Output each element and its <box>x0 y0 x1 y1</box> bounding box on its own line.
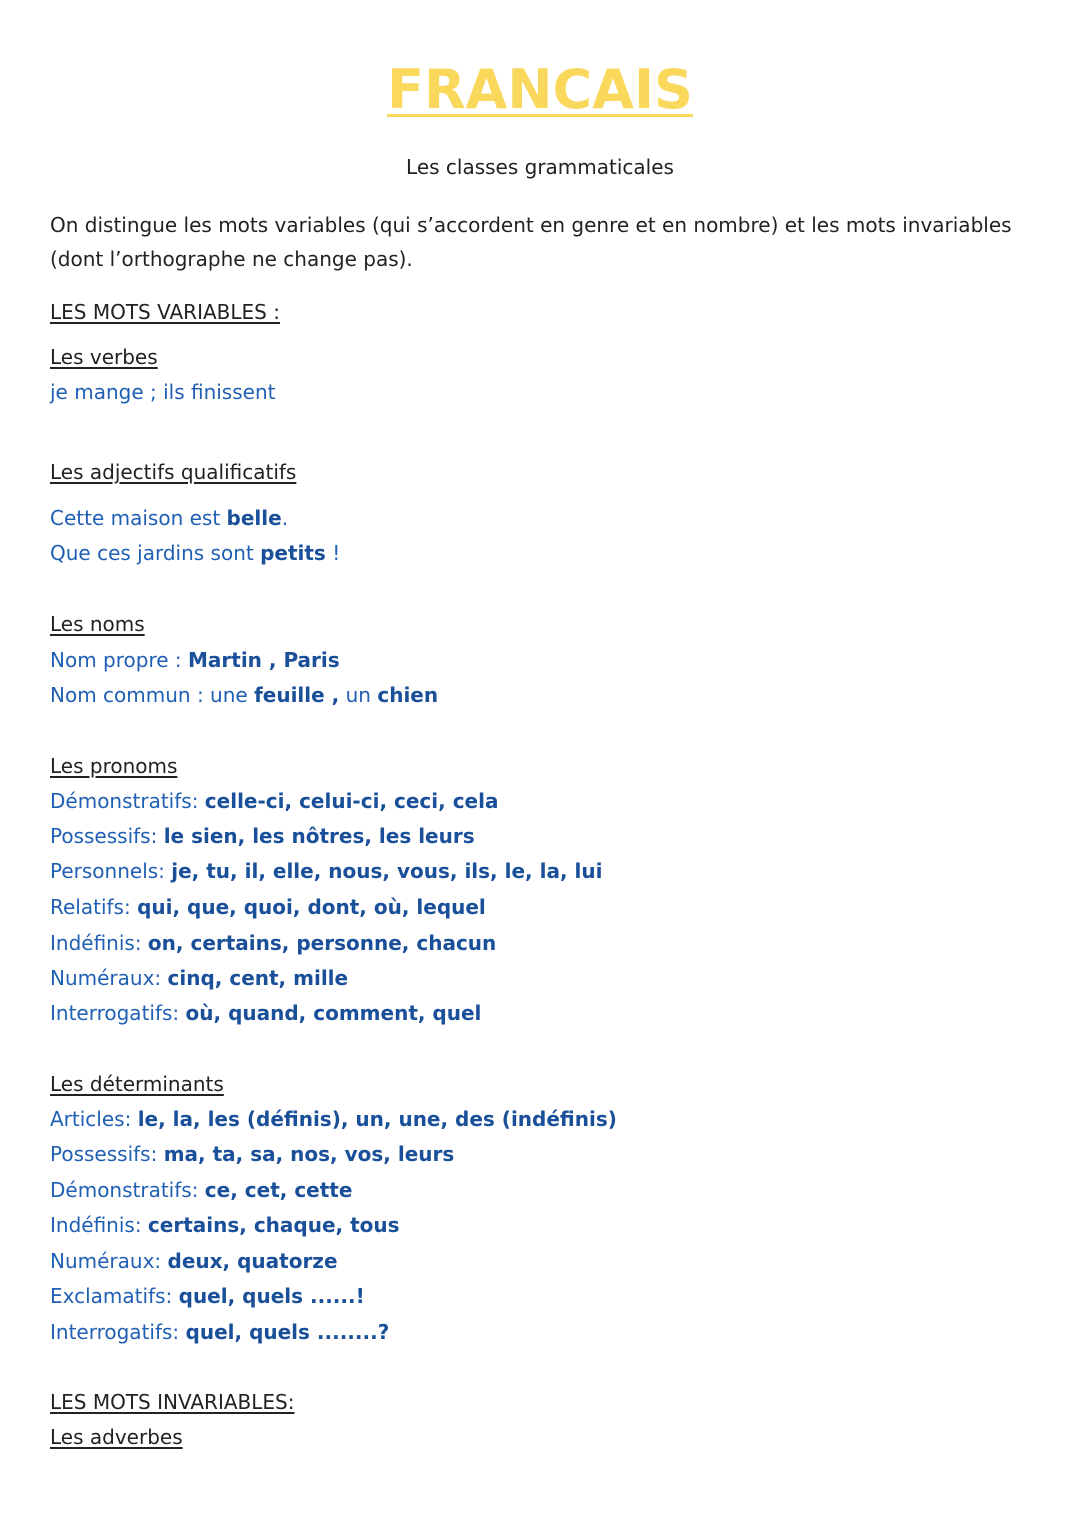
pronom-item: Interrogatifs: où, quand, comment, quel <box>50 1001 482 1025</box>
heading-verbes: Les verbes <box>50 345 158 369</box>
heading-noms: Les noms <box>50 612 145 636</box>
pronom-item: Démonstratifs: celle-ci, celui-ci, ceci, cela <box>50 789 499 813</box>
pronom-item: Indéfinis: on, certains, personne, chacun <box>50 931 497 955</box>
page-title: FRANCAIS <box>387 58 693 121</box>
pronom-item: Relatifs: qui, que, quoi, dont, où, lequel <box>50 895 486 919</box>
pronom-item: Numéraux: cinq, cent, mille <box>50 966 349 990</box>
intro-paragraph: On distingue les mots variables (qui s’accordent en genre et en nombre) et les mots invariables (dont l’orthographe ne change pas). <box>50 213 1012 271</box>
determinant-item: Exclamatifs: quel, quels ......! <box>50 1284 365 1308</box>
section-heading-invariables: LES MOTS INVARIABLES: <box>50 1390 295 1414</box>
pronom-item: Possessifs: le sien, les nôtres, les leurs <box>50 824 475 848</box>
determinant-item: Démonstratifs: ce, cet, cette <box>50 1178 353 1202</box>
section-heading-variables: LES MOTS VARIABLES : <box>50 300 280 324</box>
heading-adverbes: Les adverbes <box>50 1425 183 1449</box>
determinant-item: Interrogatifs: quel, quels ........? <box>50 1320 390 1344</box>
example-adjectif-1: Cette maison est belle. <box>50 506 289 530</box>
determinant-item: Numéraux: deux, quatorze <box>50 1249 338 1273</box>
nom-propre-line: Nom propre : Martin , Paris <box>50 648 340 672</box>
heading-pronoms: Les pronoms <box>50 754 178 778</box>
page-subtitle: Les classes grammaticales <box>406 155 674 179</box>
determinant-item: Possessifs: ma, ta, sa, nos, vos, leurs <box>50 1142 455 1166</box>
nom-commun-line: Nom commun : une feuille , un chien <box>50 683 439 707</box>
pronom-item: Personnels: je, tu, il, elle, nous, vous, ils, le, la, lui <box>50 859 603 883</box>
heading-determinants: Les déterminants <box>50 1072 224 1096</box>
heading-adjectifs: Les adjectifs qualificatifs <box>50 460 297 484</box>
determinant-item: Articles: le, la, les (définis), un, une, des (indéfinis) <box>50 1107 617 1131</box>
determinant-item: Indéfinis: certains, chaque, tous <box>50 1213 400 1237</box>
example-adjectif-2: Que ces jardins sont petits ! <box>50 541 341 565</box>
example-verbes: je mange ; ils finissent <box>50 380 276 404</box>
